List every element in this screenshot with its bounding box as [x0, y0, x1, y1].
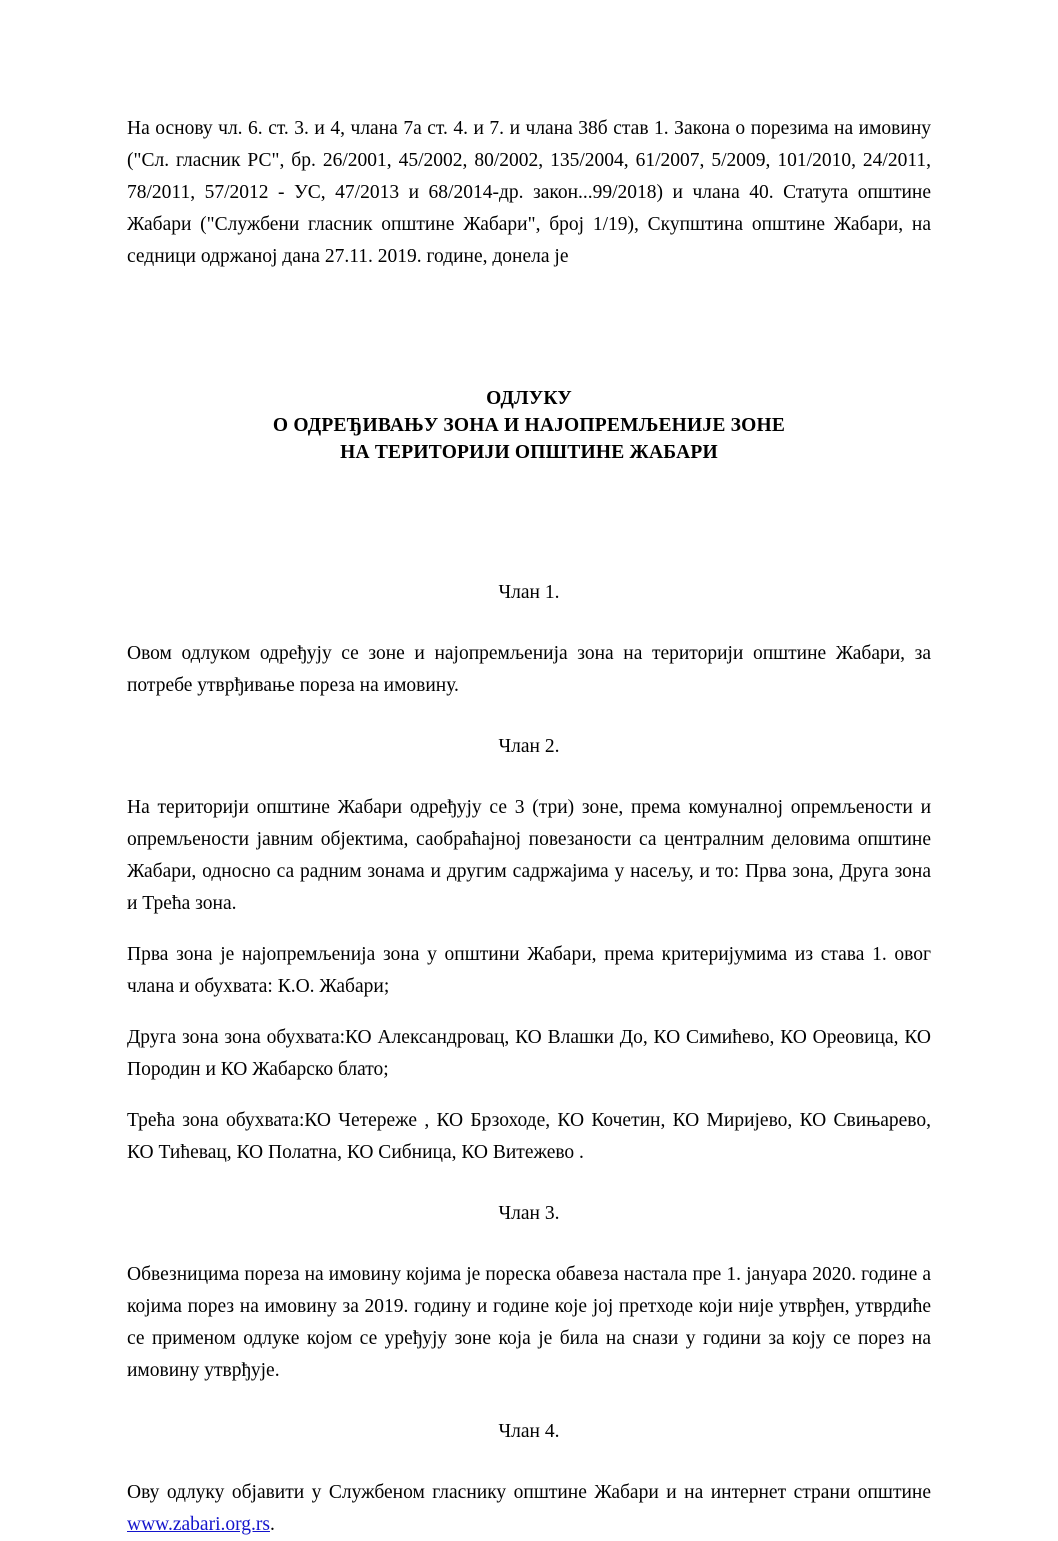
article-2-paragraph-2: Прва зона је најопремљенија зона у општини Жабари, према критеријумима из става 1. овог члана и обухвата: К.О. Жабари;	[127, 944, 931, 997]
gap-before-heading-4	[127, 1387, 931, 1417]
article-heading-1: Члан 1.	[498, 582, 560, 603]
article-2-paragraph-1: На територији општине Жабари одређују се 3 (три) зоне, према комуналној опремљености и опремљености јавним објектима, саобраћајној повезаности са централним деловима општине Жабари, односно са радним зонама и другим садржајима у насељу, и то: Прва зона, Друга зона и Трећа зона.	[127, 797, 931, 914]
article-heading-3: Члан 3.	[498, 1203, 560, 1224]
document-title	[127, 385, 931, 466]
title-line-1: ОДЛУКУ	[486, 388, 572, 409]
spacer-before-title	[127, 273, 931, 385]
gap-before-heading-2	[127, 702, 931, 732]
article-1-paragraph-1: Овом одлуком одређују се зоне и најопремљенија зона на територији општине Жабари, за потребе утврђивање пореза на имовину.	[127, 643, 931, 696]
article-heading-4: Члан 4.	[498, 1421, 560, 1442]
municipality-website-link[interactable]: www.zabari.org.rs	[127, 1514, 270, 1535]
preamble-paragraph: На основу чл. 6. ст. 3. и 4, члана 7а ст. 4. и 7. и члана 38б став 1. Закона о порезима на имовину ("Сл. гласник РС", бр. 26/2001, 45/2002, 80/2002, 135/2004, 61/2007, 5/2009, 101/2010, 24/2011, 78/2011, 57/2012 - УС, 47/2013 и 68/2014-др. закон...99/2018) и члана 40. Статута општине Жабари ("Службени гласник општине Жабари", број 1/19), Скупштина општине Жабари, на седници одржаној дана 27.11. 2019. године, донела је	[127, 118, 931, 267]
gap-after-heading-1	[127, 608, 931, 638]
article-2-paragraph-3: Друга зона зона обухвата:КО Александровац, КО Влашки До, КО Симићево, КО Ореовица, КО Породин и КО Жабарско блато;	[127, 1027, 931, 1080]
title-line-2: О ОДРЕЂИВАЊУ ЗОНА И НАЈОПРЕМЉЕНИЈЕ ЗОНЕ	[272, 415, 786, 436]
gap-after-heading-4	[127, 1447, 931, 1477]
spacer-after-title	[127, 466, 931, 578]
gap-before-heading-3	[127, 1169, 931, 1199]
article-2-paragraph-4: Трећа зона обухвата:КО Четереже , КО Брзоходе, КО Кочетин, КО Миријево, КО Свињарево, КО Тићевац, КО Полатна, КО Сибница, КО Витежево .	[127, 1110, 931, 1163]
closing-paragraph	[127, 1477, 931, 1541]
document-content	[127, 113, 931, 1541]
article-heading-2: Члан 2.	[498, 736, 560, 757]
closing-text-before-link: Ову одлуку објавити у Службеном гласнику општине Жабари и на интернет страни општине	[127, 1482, 931, 1503]
title-line-3: НА ТЕРИТОРИЈИ ОПШТИНЕ ЖАБАРИ	[340, 442, 718, 463]
gap-after-heading-2	[127, 762, 931, 792]
article-3-paragraph-1: Обвезницима пореза на имовину којима је пореска обавеза настала пре 1. јануара 2020. године а којима порез на имовину за 2019. годину и године које јој претходе који није утврђен, утврдиће се применом одлуке којом се уређују зоне која је била на снази у години за коју се порез на имовину утврђује.	[127, 1264, 931, 1381]
closing-text-after-link: .	[269, 1514, 275, 1535]
gap-after-heading-3	[127, 1229, 931, 1259]
